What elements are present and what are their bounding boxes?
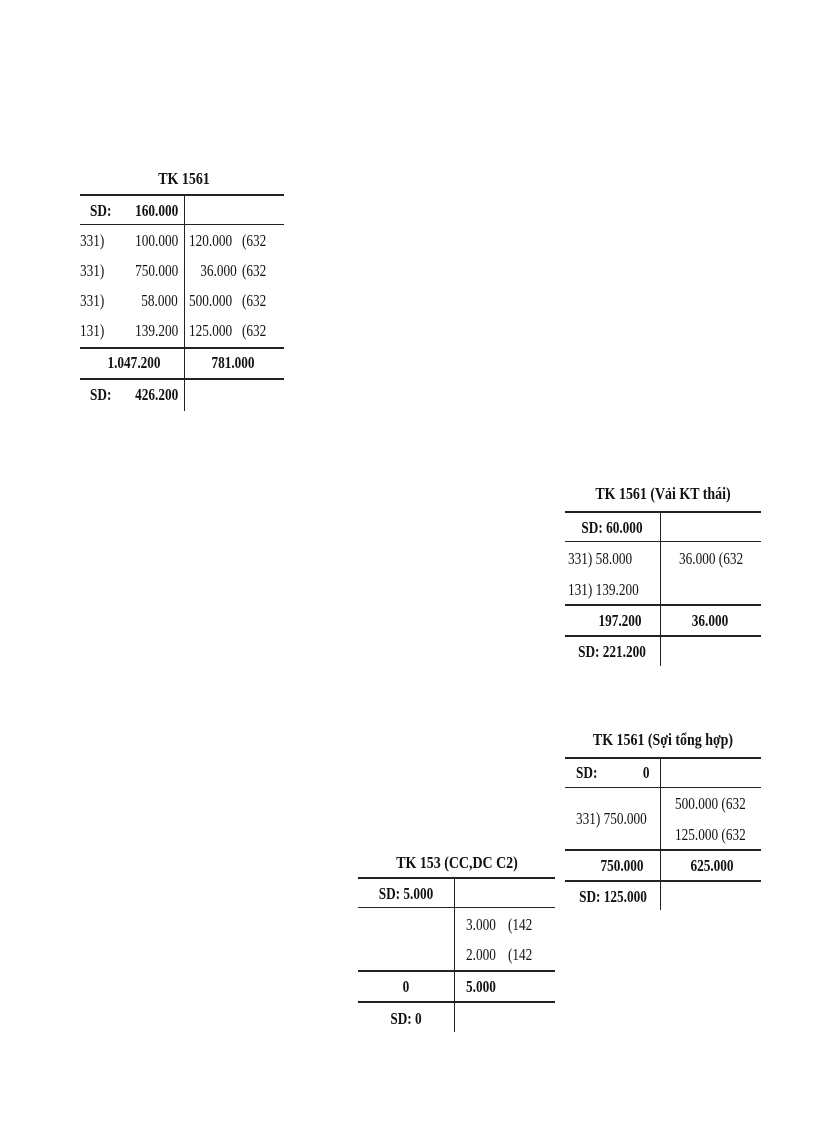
credit-ref: (142 — [508, 915, 533, 934]
debit-amount: 100.000 — [134, 231, 178, 250]
header-rule — [565, 511, 761, 513]
credit-ref: (632 — [242, 231, 267, 250]
total-rule — [80, 347, 284, 349]
account-title: TK 1561 (Vải KT thái) — [595, 484, 731, 503]
closing-balance-label: SD: — [90, 385, 112, 404]
credit-ref: (632 — [242, 321, 267, 340]
opening-balance: SD: 60.000 — [581, 518, 643, 537]
opening-balance: SD: 5.000 — [378, 884, 434, 903]
header-rule — [80, 194, 284, 196]
debit-ref: 331) — [80, 291, 105, 310]
opening-rule — [358, 907, 555, 908]
debit-ref: 331) — [80, 261, 105, 280]
credit-amount: 120.000 — [189, 231, 233, 250]
account-title: TK 1561 (Sợi tổng hợp) — [592, 730, 734, 749]
header-rule — [565, 757, 761, 759]
credit-amount: 3.000 — [466, 915, 496, 934]
total-debit: 197.200 — [598, 611, 642, 630]
total-debit: 750.000 — [600, 856, 644, 875]
closing-rule — [80, 378, 284, 380]
credit-amount: 36.000 — [200, 261, 237, 280]
closing-balance: SD: 0 — [390, 1009, 422, 1028]
credit-amount: 2.000 — [466, 945, 496, 964]
total-debit: 1.047.200 — [107, 353, 161, 372]
account-title: TK 1561 — [158, 169, 210, 188]
total-rule — [565, 849, 761, 851]
opening-rule — [565, 787, 761, 788]
credit-amount: 500.000 — [189, 291, 233, 310]
opening-balance-value: 160.000 — [134, 201, 178, 220]
debit-amount: 139.200 — [134, 321, 178, 340]
total-debit: 0 — [402, 977, 410, 996]
debit-entry: 131) 139.200 — [568, 580, 639, 599]
opening-balance-value: 0 — [642, 763, 649, 782]
header-rule — [358, 877, 555, 879]
credit-amount: 125.000 — [189, 321, 233, 340]
credit-entry: 500.000 (632 — [675, 794, 746, 813]
opening-rule — [565, 541, 761, 542]
t-divider — [660, 512, 661, 666]
closing-balance: SD: 221.200 — [578, 642, 646, 661]
opening-balance-label: SD: — [90, 201, 112, 220]
t-divider — [454, 878, 455, 1032]
credit-ref: (632 — [242, 261, 267, 280]
closing-rule — [565, 635, 761, 637]
debit-amount: 750.000 — [134, 261, 178, 280]
closing-balance-value: 426.200 — [134, 385, 178, 404]
credit-ref: (142 — [508, 945, 533, 964]
debit-ref: 131) — [80, 321, 105, 340]
opening-rule — [80, 224, 284, 225]
total-credit: 781.000 — [211, 353, 255, 372]
debit-entry: 331) 750.000 — [576, 809, 647, 828]
opening-balance-label: SD: — [576, 763, 598, 782]
t-divider — [660, 758, 661, 910]
debit-amount: 58.000 — [141, 291, 178, 310]
credit-ref: (632 — [242, 291, 267, 310]
credit-entry: 125.000 (632 — [675, 825, 746, 844]
closing-rule — [358, 1001, 555, 1003]
total-credit: 625.000 — [690, 856, 734, 875]
total-rule — [358, 970, 555, 972]
closing-balance: SD: 125.000 — [579, 887, 647, 906]
closing-rule — [565, 880, 761, 882]
total-credit: 36.000 — [691, 611, 729, 630]
account-title: TK 153 (CC,DC C2) — [396, 853, 518, 872]
debit-ref: 331) — [80, 231, 105, 250]
total-rule — [565, 604, 761, 606]
credit-entry: 36.000 (632 — [679, 549, 744, 568]
debit-entry: 331) 58.000 — [568, 549, 633, 568]
total-credit: 5.000 — [466, 977, 496, 996]
